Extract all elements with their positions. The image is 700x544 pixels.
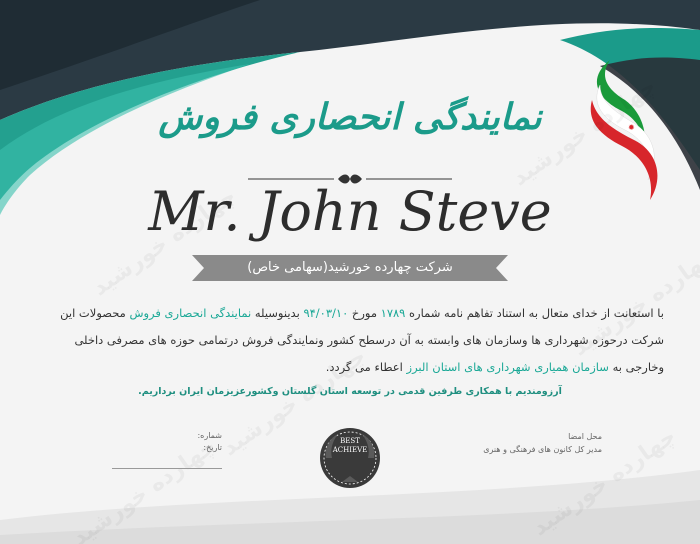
agreement-number: ۱۷۸۹	[380, 306, 406, 320]
date-label: تاریخ:	[203, 443, 222, 452]
seal-text	[330, 437, 370, 455]
highlight-organization: سازمان همیاری شهرداری های استان البرز	[406, 360, 609, 374]
svg-text:✹: ✹	[628, 123, 635, 132]
company-ribbon	[192, 255, 508, 281]
signature-block	[470, 430, 602, 456]
number-date-block	[112, 430, 222, 469]
certificate-body	[44, 300, 664, 381]
body-text: اعطاء می گردد.	[325, 360, 403, 374]
wish-text: آرزومندیم با همکاری طرفین قدمی در توسعه استان گلستان وکشورعزیزمان ایران برداریم.	[138, 386, 562, 397]
body-text: محصولات این شرکت درحوزه شهرداری ها وسازمان های وابسته به آن درسطح کشور ونمایندگی فروش درتمامی حوزه های مصرفی داخلی وخارجی به	[60, 306, 664, 374]
highlight-text: نمایندگی انحصاری فروش	[129, 306, 252, 320]
body-text: بدینوسیله	[254, 306, 300, 320]
agreement-date: ۹۴/۰۳/۱۰	[303, 306, 349, 320]
body-text: مورخ	[351, 306, 377, 320]
seal-line2: ACHIEVE	[332, 446, 368, 454]
number-label: شماره:	[197, 431, 222, 440]
signer-title: مدیر کل کانون های فرهنگی و هنری	[483, 445, 602, 454]
seal-line1: BEST	[340, 437, 360, 445]
date-line	[112, 468, 222, 469]
recipient-name: Mr. John Steve	[148, 180, 552, 243]
company-name: شرکت چهارده خورشید(سهامی خاص)	[247, 260, 453, 275]
best-achieve-seal	[316, 424, 384, 492]
signature-label: محل امضا	[568, 432, 602, 441]
body-text: با استعانت از خدای متعال به استناد تفاهم نامه شماره	[409, 306, 664, 320]
certificate-title: نمایندگی انحصاری فروش	[158, 96, 542, 138]
